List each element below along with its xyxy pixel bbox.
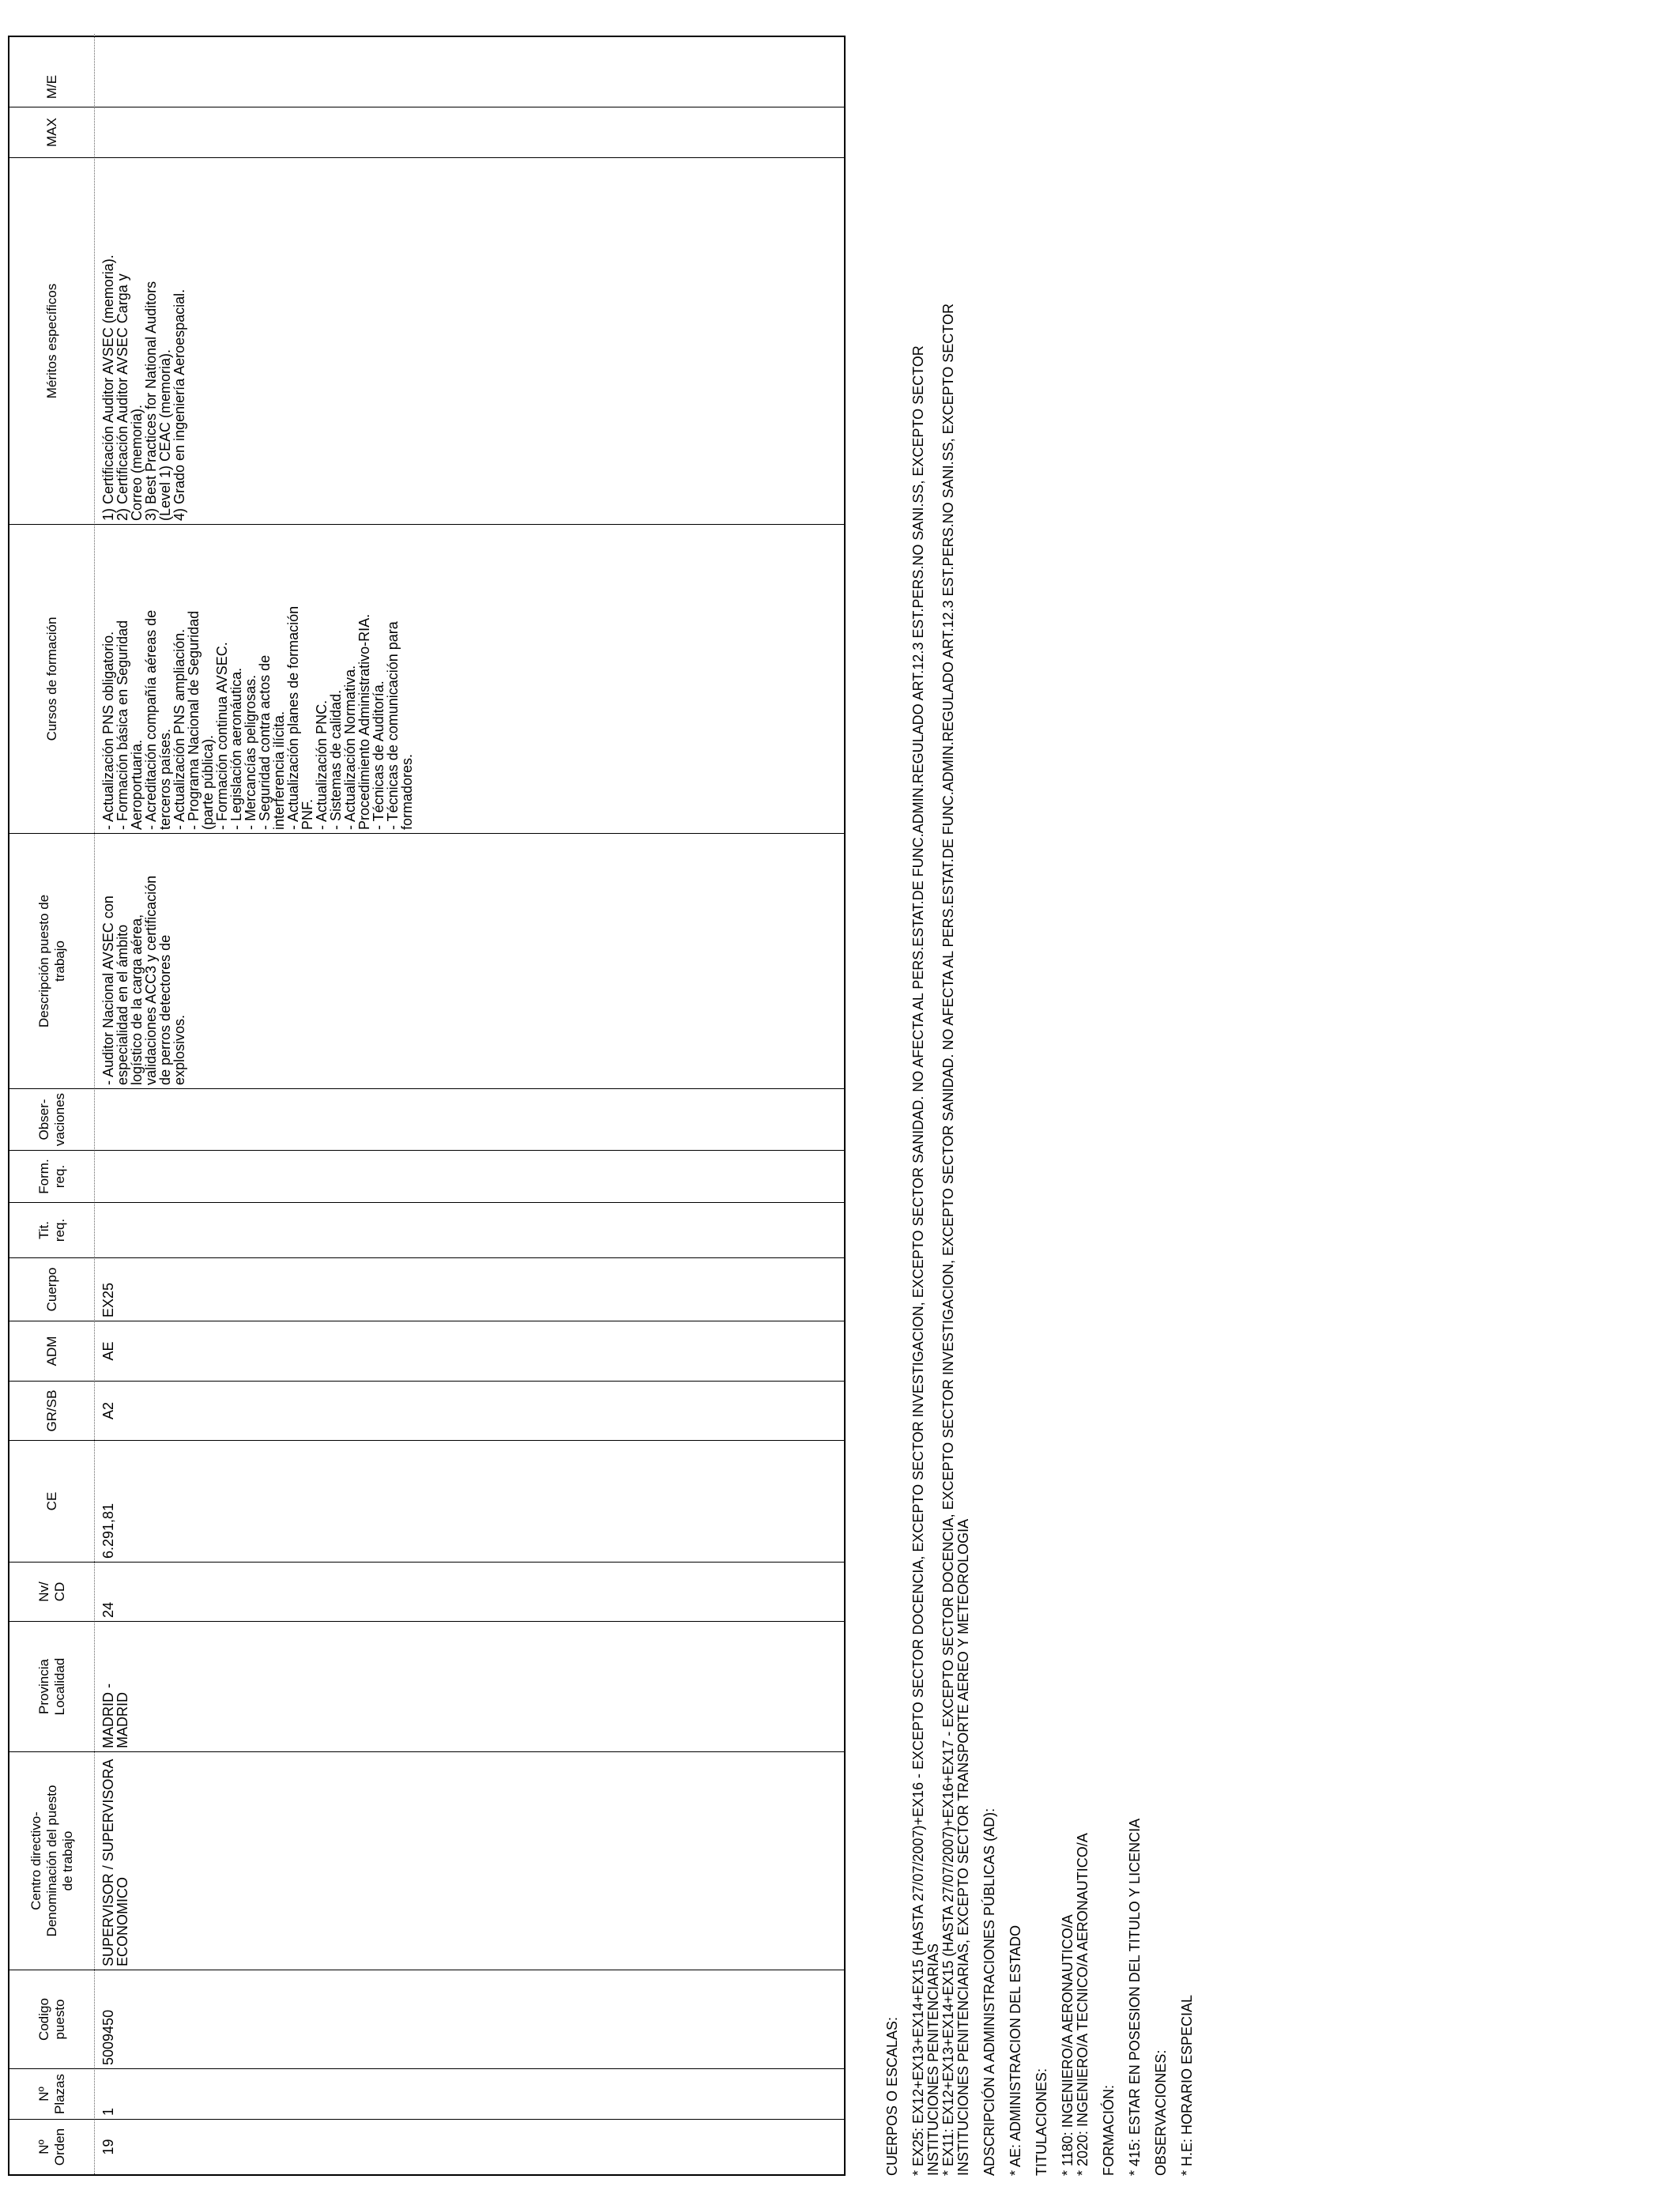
column-cuerpo bbox=[9, 1257, 844, 1321]
header-max: MAX bbox=[44, 118, 59, 147]
column-cursos bbox=[9, 524, 844, 833]
header-adm: ADM bbox=[44, 1336, 59, 1367]
column-obs bbox=[9, 1088, 844, 1150]
column-meritos bbox=[9, 157, 844, 524]
header-nivel: Nv/ CD bbox=[36, 1581, 67, 1602]
column-ce bbox=[9, 1440, 844, 1562]
column-max bbox=[9, 107, 844, 157]
cell-obs bbox=[98, 1089, 844, 1150]
header-grsb: GR/SB bbox=[44, 1389, 59, 1432]
column-codigo bbox=[9, 1970, 844, 2068]
cell-orden: 19 bbox=[100, 2139, 116, 2155]
header-ce: CE bbox=[44, 1491, 59, 1511]
note-line: * EX25: EX12+EX13+EX14+EX15 (HASTA 27/07/2007)+EX16 - EXCEPTO SECTOR DOCENCIA, EXCEPTO SECTOR INVESTIGACION, EXCEPTO SECTOR SANIDAD. NO AFECTA AL PERS.ESTAT.DE FUNC.ADMIN.REGULADO ART.12.3 EST.PERS.NO SANI.SS, EXCEPTO SECTOR bbox=[910, 345, 926, 2176]
header-descripcion: Descripción puesto de trabajo bbox=[36, 894, 67, 1028]
note-line: INSTITUCIONES PENITENCIARIAS, EXCEPTO SECTOR TRANSPORTE AEREO Y METEOROLOGIA bbox=[955, 1518, 971, 2176]
cell-plazas: 1 bbox=[100, 2107, 116, 2116]
column-centro bbox=[9, 1751, 844, 1970]
cell-max bbox=[98, 107, 844, 157]
formacion-lines bbox=[1128, 42, 1143, 2176]
column-descripcion bbox=[9, 833, 844, 1088]
column-provincia bbox=[9, 1621, 844, 1751]
header-provincia: Provincia Localidad bbox=[36, 1657, 67, 1716]
note-line: * 1180: INGENIERO/A AERONAUTICO/A bbox=[1060, 1914, 1075, 2176]
notes-section bbox=[885, 42, 1195, 2176]
adscripcion-title: ADSCRIPCIÓN A ADMINISTRACIONES PÚBLICAS (AD): bbox=[981, 1808, 997, 2176]
cell-meritos: 1) Certificación Auditor AVSEC (memoria). 2) Certificación Auditor AVSEC Carga y Correo (memoria). 3) Best Practices for National Auditors (Level 1) CEAC (memoria). 4) Grado en ingeniería Aeroespacial. bbox=[100, 254, 187, 521]
cell-tit bbox=[98, 1203, 844, 1257]
column-adm bbox=[9, 1321, 844, 1381]
cell-codigo: 5009450 bbox=[100, 2009, 116, 2065]
cell-descripcion: - Auditor Nacional AVSEC con especialidad en el ámbito logístico de la carga aérea, validaciones ACC3 y certificación de perros detectores de explosivos. bbox=[100, 875, 187, 1085]
cell-me bbox=[98, 67, 844, 107]
cell-centro: SUPERVISOR / SUPERVISORA ECONOMICO bbox=[100, 1759, 130, 1966]
cell-provincia: MADRID - MADRID bbox=[100, 1683, 130, 1748]
header-orden: Nº Orden bbox=[36, 2128, 67, 2166]
note-line: INSTITUCIONES PENITENCIARIAS bbox=[925, 1943, 941, 2176]
note-line: * 415: ESTAR EN POSESION DEL TITULO Y LICENCIA bbox=[1127, 1818, 1143, 2176]
cell-nivel: 24 bbox=[100, 1601, 116, 1618]
header-plazas: Nº Plazas bbox=[36, 2073, 67, 2115]
column-grsb bbox=[9, 1381, 844, 1440]
header-me: M/E bbox=[44, 74, 59, 100]
note-line: * EX11: EX12+EX13+EX14+EX15 (HASTA 27/07/2007)+EX16+EX17 - EXCEPTO SECTOR DOCENCIA, EXCEPTO SECTOR INVESTIGACION, EXCEPTO SECTOR SANIDAD. NO AFECTA AL PERS.ESTAT.DE FUNC.ADMIN.REGULADO ART.12.3 EST.PERS.NO SANI.SS, EXCEPTO SECTOR bbox=[940, 303, 956, 2176]
cuerpos-title: CUERPOS O ESCALAS: bbox=[884, 2016, 900, 2176]
positions-table bbox=[8, 36, 846, 2176]
header-tit: Tit. req. bbox=[36, 1218, 67, 1242]
observaciones-title: OBSERVACIONES: bbox=[1153, 2049, 1169, 2176]
column-plazas bbox=[9, 2068, 844, 2119]
cell-cuerpo: EX25 bbox=[100, 1282, 116, 1318]
header-cursos: Cursos de formación bbox=[44, 616, 59, 741]
cell-cursos: - Actualización PNS obligatorio. - Formación básica en Seguridad Aeroportuaria. - Acreditación compañía aéreas de terceros países. - Actualización PNS ampliación. - Programa Nacional de Seguridad (parte pública). - Formación continua AVSEC. - Legislación aeronáutica. - Mercancías peligrosas. - Seguridad contra actos de interferencia ilícita. - Actualización planes de formación PNF. - Actualización PNC. - Sistemas de calidad. - Actualización Normativa. Procedimiento Administrativo-RIA. - Técnicas de Auditoría. - Técnicas de comunicación para formadores. bbox=[100, 605, 415, 830]
header-form: Form. req. bbox=[36, 1159, 67, 1194]
header-cuerpo: Cuerpo bbox=[44, 1267, 59, 1312]
observaciones-lines bbox=[1180, 42, 1195, 2176]
cell-grsb: A2 bbox=[100, 1401, 116, 1420]
note-line: * 2020: INGENIERO/A TECNICO/A AERONAUTICO/A bbox=[1075, 1833, 1090, 2176]
titulaciones-title: TITULACIONES: bbox=[1034, 2068, 1049, 2176]
column-nivel bbox=[9, 1562, 844, 1621]
header-meritos: Méritos específicos bbox=[44, 283, 59, 399]
header-codigo: Codigo puesto bbox=[36, 1998, 67, 2041]
cell-ce: 6.291,81 bbox=[100, 1502, 116, 1559]
cell-adm: AE bbox=[100, 1341, 116, 1361]
cuerpos-lines bbox=[911, 42, 971, 2176]
adscripcion-lines bbox=[1008, 42, 1023, 2176]
column-orden bbox=[9, 2119, 844, 2174]
column-form bbox=[9, 1150, 844, 1202]
column-me bbox=[9, 67, 844, 107]
formacion-title: FORMACIÓN: bbox=[1101, 2085, 1117, 2176]
column-tit bbox=[9, 1202, 844, 1257]
header-obs: Obser- vaciones bbox=[36, 1092, 67, 1147]
note-line: * AE: ADMINISTRACION DEL ESTADO bbox=[1008, 1924, 1023, 2176]
header-centro: Centro directivo- Denominación del puesto de trabajo bbox=[28, 1785, 75, 1937]
titulaciones-lines bbox=[1060, 42, 1090, 2176]
note-line: * H.E: HORARIO ESPECIAL bbox=[1179, 1994, 1195, 2176]
cell-form bbox=[98, 1151, 844, 1202]
